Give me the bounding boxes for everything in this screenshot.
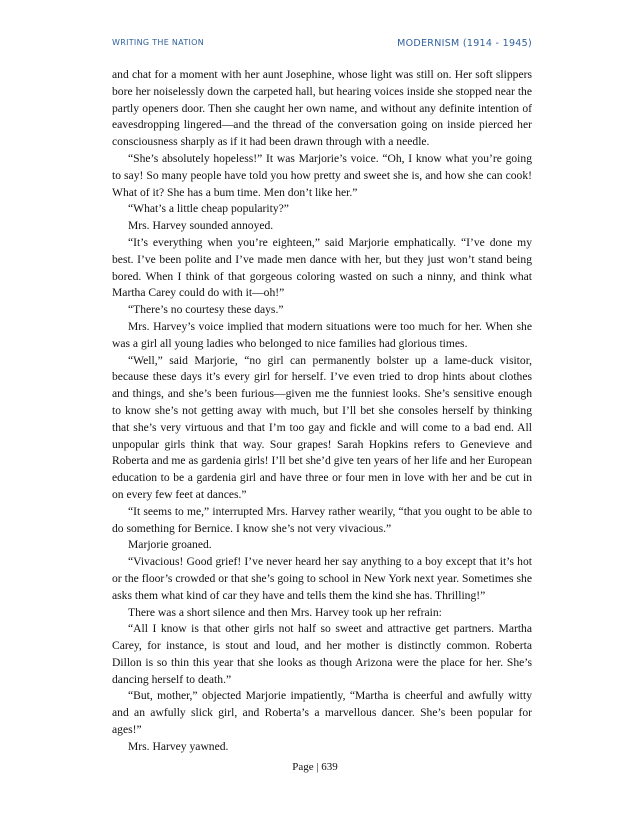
paragraph: “There’s no courtesy these days.” — [128, 303, 284, 317]
paragraph: Mrs. Harvey sounded annoyed. — [128, 219, 274, 233]
paragraph: “She’s absolutely hopeless!” It was Marjorie’s voice. “Oh, I know what you’re going to say! So many people have told you how pretty and sweet she is, and how she can cook! What of it? She has a bum time. Men don’t like her.” — [112, 151, 532, 199]
paragraph: and chat for a moment with her aunt Josephine, whose light was still on. Her soft slippers bore her noiselessly down the carpeted hall, but hearing voices inside she stopped near the partly openers door. Then she caught her own name, and without any definite intention of eavesdropping lingered—and the thread of the conversation going on inside pierced her consciousness sharply as if it had been drawn through with a needle. — [112, 68, 532, 149]
page-number: Page | 639 — [292, 761, 338, 773]
paragraph: “What’s a little cheap popularity?” — [128, 202, 289, 216]
paragraph: “It seems to me,” interrupted Mrs. Harvey rather wearily, “that you ought to be able to do something for Bernice. I know she’s not very vivacious.” — [112, 504, 532, 535]
paragraph: Mrs. Harvey yawned. — [128, 739, 229, 753]
paragraph: “It’s everything when you’re eighteen,” said Marjorie emphatically. “I’ve done my best. I’ve been polite and I’ve made men dance with her, but they just won’t stand being bored. When I think of that gorgeous coloring wasted on such a ninny, and think what Martha Carey could do with it—oh!” — [112, 235, 532, 300]
paragraph: There was a short silence and then Mrs. Harvey took up her refrain: — [128, 605, 442, 619]
paragraph: Mrs. Harvey’s voice implied that modern situations were too much for her. When she was a girl all young ladies who belonged to nice families had glorious times. — [112, 319, 532, 350]
paragraph: “All I know is that other girls not half so sweet and attractive get partners. Martha Carey, for instance, is stout and loud, and her mother is distinctly common. Roberta Dillon is so thin this year that she looks as though Arizona were the place for her. She’s dancing herself to death.” — [112, 622, 532, 686]
paragraph: Marjorie groaned. — [128, 538, 212, 552]
header-period-title: MODERNISM (1914 - 1945) — [397, 38, 532, 49]
running-header — [112, 38, 532, 52]
paragraph: “Well,” said Marjorie, “no girl can permanently bolster up a lame-duck visitor, because these days it’s every girl for herself. I’ve even tried to drop hints about clothes and things, and she’s been furious—given me the funniest looks. She’s sensitive enough to know she’s not getting away with much, but I’ll bet she consoles herself by thinking that she’s very virtuous and that I’m too gay and fickle and will come to a bad end. All unpopular girls think that way. Sour grapes! Sarah Hopkins refers to Genevieve and Roberta and me as gardenia girls! I’ll bet she’d give ten years of her life and her European education to be a gardenia girl and have three or four men in love with her and be cut in on every few feet at dances.” — [112, 353, 532, 501]
header-section-title: WRITING THE NATION — [112, 38, 205, 47]
paragraph: “But, mother,” objected Marjorie impatiently, “Martha is cheerful and awfully witty and an awfully slick girl, and Roberta’s a marvellous dancer. She’s been popular for ages!” — [112, 689, 532, 737]
paragraph: “Vivacious! Good grief! I’ve never heard her say anything to a boy except that it’s hot or the floor’s crowded or that she’s going to school in New York next year. Sometimes she asks them what kind of car they have and tells them the kind she has. Thrilling!” — [112, 555, 532, 602]
body-text — [112, 67, 532, 756]
